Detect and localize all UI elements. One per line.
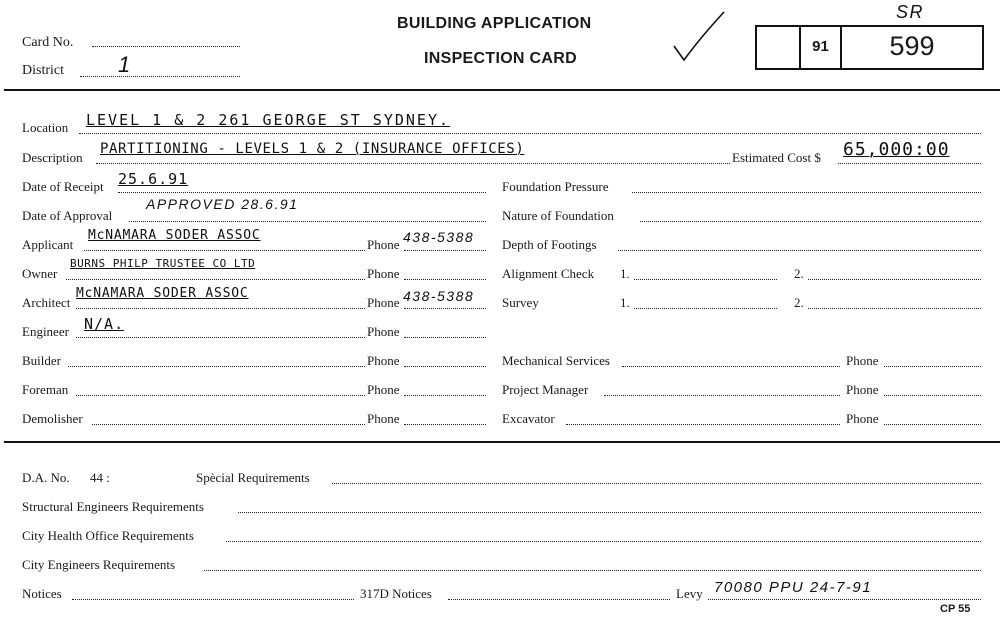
demolisher-phone-line [404, 424, 486, 425]
applicant-phone-label: Phone [367, 237, 400, 252]
engineer-value: N/A. [84, 315, 125, 333]
date-of-approval-line [129, 221, 486, 222]
notices-label: Notices [22, 586, 62, 601]
engineer-label: Engineer [22, 324, 69, 339]
architect-line [76, 308, 365, 309]
box-number: 599 [889, 31, 935, 61]
owner-phone-line [404, 279, 486, 280]
special-requirements-label: Spècial Requirements [196, 470, 310, 485]
mechanical-phone-label: Phone [846, 353, 879, 368]
architect-phone-value: 438-5388 [403, 288, 475, 304]
alignment-line-1 [634, 279, 777, 280]
city-health-label: City Health Office Requirements [22, 528, 194, 543]
levy-value: 70080 PPU 24-7-91 [714, 579, 873, 596]
demolisher-line [92, 424, 365, 425]
builder-line [68, 366, 365, 367]
architect-value: McNAMARA SODER ASSOC [76, 286, 249, 301]
alignment-num-1: 1. [620, 266, 630, 281]
nature-of-foundation-line [640, 221, 981, 222]
owner-value: BURNS PHILP TRUSTEE CO LTD [70, 257, 256, 270]
da-no-label: D.A. No. [22, 470, 70, 485]
main-divider [4, 441, 1000, 443]
date-of-approval-label: Date of Approval [22, 208, 113, 223]
description-line [96, 163, 730, 164]
builder-label: Builder [22, 353, 61, 368]
architect-phone-label: Phone [367, 295, 400, 310]
special-requirements-line [332, 483, 981, 484]
header-divider [4, 89, 1000, 91]
foundation-pressure-line [632, 192, 981, 193]
estimated-cost-line [838, 163, 981, 164]
levy-line [708, 599, 981, 600]
applicant-phone-line [404, 250, 486, 251]
city-health-line [226, 541, 981, 542]
location-value: LEVEL 1 & 2 261 GEORGE ST SYDNEY. [86, 111, 451, 129]
date-of-receipt-line [118, 192, 486, 193]
foreman-phone-line [404, 395, 486, 396]
mechanical-phone-line [884, 366, 981, 367]
description-label: Description [22, 150, 83, 165]
form-code: CP 55 [940, 603, 971, 615]
district-label: District [22, 63, 64, 78]
levy-label: Levy [676, 586, 703, 601]
date-of-approval-value: APPROVED 28.6.91 [146, 196, 299, 212]
survey-num-2: 2. [794, 295, 804, 310]
owner-phone-label: Phone [367, 266, 400, 281]
card-no-line [92, 46, 240, 47]
engineer-phone-label: Phone [367, 324, 400, 339]
estimated-cost-value: 65,000:00 [843, 139, 950, 160]
architect-label: Architect [22, 295, 71, 310]
excavator-line [566, 424, 840, 425]
nature-of-foundation-label: Nature of Foundation [502, 208, 614, 223]
mechanical-services-line [622, 366, 840, 367]
foreman-line [76, 395, 365, 396]
project-manager-label: Project Manager [502, 382, 589, 397]
builder-phone-label: Phone [367, 353, 400, 368]
notices-317d-label: 317D Notices [360, 586, 432, 601]
estimated-cost-label: Estimated Cost $ [732, 150, 821, 165]
alignment-line-2 [808, 279, 981, 280]
applicant-value: McNAMARA SODER ASSOC [88, 228, 261, 243]
checkmark-icon [670, 8, 730, 68]
engineer-phone-line [404, 337, 486, 338]
location-line [79, 133, 981, 134]
applicant-label: Applicant [22, 237, 74, 252]
builder-phone-line [404, 366, 486, 367]
structural-engineers-line [238, 512, 981, 513]
owner-line [66, 279, 365, 280]
project-manager-phone-label: Phone [846, 382, 879, 397]
excavator-phone-label: Phone [846, 411, 879, 426]
excavator-label: Excavator [502, 411, 555, 426]
project-manager-line [604, 395, 840, 396]
foundation-pressure-label: Foundation Pressure [502, 179, 609, 194]
depth-of-footings-label: Depth of Footings [502, 237, 597, 252]
survey-label: Survey [502, 295, 539, 310]
demolisher-label: Demolisher [22, 411, 83, 426]
mechanical-services-label: Mechanical Services [502, 353, 610, 368]
structural-engineers-label: Structural Engineers Requirements [22, 499, 204, 514]
title-line-2: INSPECTION CARD [424, 50, 577, 67]
alignment-num-2: 2. [794, 266, 804, 281]
foreman-phone-label: Phone [367, 382, 400, 397]
district-value: 1 [118, 52, 132, 77]
excavator-phone-line [884, 424, 981, 425]
card-no-label: Card No. [22, 35, 74, 50]
da-no-value: 44 : [90, 470, 110, 485]
alignment-check-label: Alignment Check [502, 266, 595, 281]
applicant-phone-value: 438-5388 [403, 229, 475, 245]
survey-line-1 [634, 308, 777, 309]
box-prefix: 91 [812, 38, 829, 55]
date-of-receipt-label: Date of Receipt [22, 179, 104, 194]
notices-317d-line [448, 599, 670, 600]
district-line [80, 76, 240, 77]
description-value: PARTITIONING - LEVELS 1 & 2 (INSURANCE OFFICES) [100, 141, 525, 157]
owner-label: Owner [22, 266, 58, 281]
date-of-receipt-value: 25.6.91 [118, 170, 189, 188]
city-engineers-line [204, 570, 981, 571]
city-engineers-label: City Engineers Requirements [22, 557, 176, 572]
applicant-line [84, 250, 365, 251]
architect-phone-line [404, 308, 486, 309]
engineer-line [76, 337, 365, 338]
foreman-label: Foreman [22, 382, 69, 397]
project-manager-phone-line [884, 395, 981, 396]
location-label: Location [22, 120, 69, 135]
demolisher-phone-label: Phone [367, 411, 400, 426]
initials: SR [896, 2, 925, 22]
title-line-1: BUILDING APPLICATION [397, 15, 592, 32]
notices-line [72, 599, 354, 600]
survey-num-1: 1. [620, 295, 630, 310]
depth-of-footings-line [618, 250, 981, 251]
survey-line-2 [808, 308, 981, 309]
